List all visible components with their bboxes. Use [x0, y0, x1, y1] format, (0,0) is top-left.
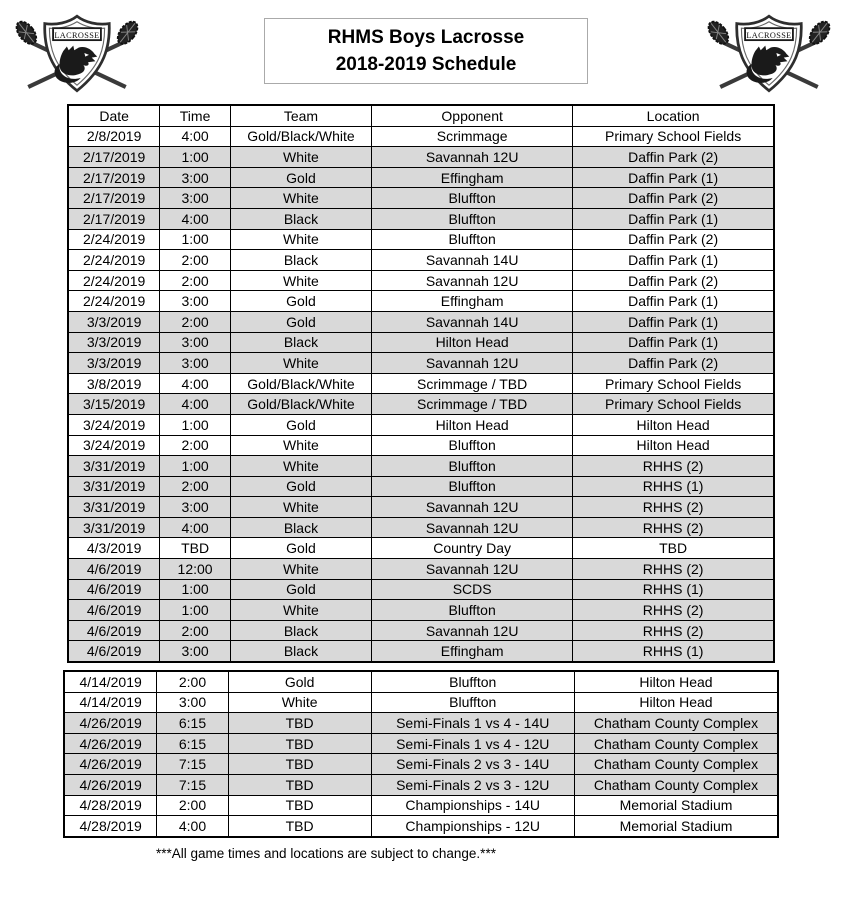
lacrosse-crest-logo-left [8, 6, 146, 100]
table-row [68, 167, 774, 188]
cell-time: 3:00 [160, 497, 231, 518]
column-header: Time [160, 105, 231, 126]
cell-time: 3:00 [160, 188, 231, 209]
cell-location: Hilton Head [574, 692, 778, 713]
cell-time: 7:15 [157, 754, 228, 775]
page-title-line1: RHMS Boys Lacrosse [327, 27, 525, 48]
cell-location: RHHS (2) [573, 517, 774, 538]
cell-location: RHHS (1) [573, 476, 774, 497]
cell-team: White [228, 692, 371, 713]
cell-location: Chatham County Complex [574, 774, 778, 795]
cell-opponent: Bluffton [372, 208, 573, 229]
cell-location: Hilton Head [573, 435, 774, 456]
table-row [68, 600, 774, 621]
cell-date: 2/17/2019 [68, 167, 160, 188]
cell-team: Black [230, 250, 371, 271]
cell-opponent: Savannah 12U [372, 517, 573, 538]
cell-time: 3:00 [160, 353, 231, 374]
title-box [264, 18, 588, 84]
cell-date: 3/3/2019 [68, 332, 160, 353]
table-row [68, 517, 774, 538]
cell-location: Daffin Park (2) [573, 147, 774, 168]
cell-time: 1:00 [160, 414, 231, 435]
cell-location: Primary School Fields [573, 126, 774, 147]
cell-opponent: Championships - 12U [371, 816, 574, 837]
cell-location: RHHS (2) [573, 600, 774, 621]
table-row [68, 126, 774, 147]
cell-date: 2/24/2019 [68, 291, 160, 312]
schedule-table-main-body [68, 126, 774, 662]
cell-date: 3/31/2019 [68, 517, 160, 538]
cell-team: Gold [230, 291, 371, 312]
cell-time: 2:00 [160, 270, 231, 291]
cell-date: 4/6/2019 [68, 641, 160, 662]
cell-team: Black [230, 208, 371, 229]
cell-team: Gold [230, 538, 371, 559]
cell-time: 7:15 [157, 774, 228, 795]
cell-time: 3:00 [160, 641, 231, 662]
cell-date: 3/8/2019 [68, 373, 160, 394]
cell-team: TBD [228, 754, 371, 775]
cell-location: Chatham County Complex [574, 754, 778, 775]
cell-date: 3/24/2019 [68, 414, 160, 435]
cell-date: 2/24/2019 [68, 270, 160, 291]
table-row [68, 538, 774, 559]
cell-time: 3:00 [160, 291, 231, 312]
cell-date: 3/3/2019 [68, 353, 160, 374]
cell-team: White [230, 270, 371, 291]
cell-opponent: Savannah 12U [372, 147, 573, 168]
cell-date: 4/6/2019 [68, 600, 160, 621]
cell-team: Gold [228, 671, 371, 692]
cell-team: Black [230, 332, 371, 353]
cell-date: 2/8/2019 [68, 126, 160, 147]
cell-time: 3:00 [160, 332, 231, 353]
cell-location: RHHS (2) [573, 620, 774, 641]
cell-opponent: Savannah 12U [372, 353, 573, 374]
cell-time: 2:00 [160, 476, 231, 497]
cell-opponent: Savannah 12U [372, 497, 573, 518]
cell-date: 3/3/2019 [68, 311, 160, 332]
cell-location: Hilton Head [573, 414, 774, 435]
cell-opponent: Hilton Head [372, 332, 573, 353]
page-title-line2: 2018-2019 Schedule [335, 54, 517, 75]
column-header: Team [230, 105, 371, 126]
table-row [64, 816, 778, 837]
schedule-table-main [67, 104, 775, 663]
cell-team: White [230, 435, 371, 456]
cell-opponent: Scrimmage [372, 126, 573, 147]
table-row [64, 692, 778, 713]
table-row [68, 559, 774, 580]
cell-team: Gold [230, 414, 371, 435]
cell-team: TBD [228, 795, 371, 816]
cell-location: Daffin Park (1) [573, 167, 774, 188]
cell-opponent: Savannah 12U [372, 559, 573, 580]
cell-date: 4/26/2019 [64, 774, 157, 795]
cell-opponent: Effingham [372, 167, 573, 188]
cell-location: RHHS (2) [573, 497, 774, 518]
cell-team: White [230, 353, 371, 374]
table-row [68, 332, 774, 353]
table-row [68, 394, 774, 415]
cell-date: 4/26/2019 [64, 754, 157, 775]
cell-opponent: Semi-Finals 2 vs 3 - 12U [371, 774, 574, 795]
table-row [68, 497, 774, 518]
cell-time: 4:00 [160, 126, 231, 147]
table-row [68, 414, 774, 435]
cell-date: 4/14/2019 [64, 692, 157, 713]
cell-date: 4/6/2019 [68, 620, 160, 641]
cell-opponent: Championships - 14U [371, 795, 574, 816]
cell-team: Black [230, 641, 371, 662]
lacrosse-crest-icon [8, 6, 146, 100]
cell-date: 4/14/2019 [64, 671, 157, 692]
cell-location: RHHS (1) [573, 579, 774, 600]
cell-date: 4/3/2019 [68, 538, 160, 559]
cell-date: 3/24/2019 [68, 435, 160, 456]
cell-team: White [230, 456, 371, 477]
cell-date: 2/17/2019 [68, 188, 160, 209]
cell-time: 12:00 [160, 559, 231, 580]
cell-opponent: Scrimmage / TBD [372, 373, 573, 394]
logo-banner-text: LACROSSE [54, 30, 100, 40]
cell-time: 4:00 [160, 373, 231, 394]
cell-location: Daffin Park (1) [573, 291, 774, 312]
cell-team: TBD [228, 713, 371, 734]
cell-opponent: Semi-Finals 2 vs 3 - 14U [371, 754, 574, 775]
cell-location: Daffin Park (1) [573, 208, 774, 229]
cell-date: 4/28/2019 [64, 795, 157, 816]
cell-team: Gold/Black/White [230, 394, 371, 415]
table-row [68, 435, 774, 456]
cell-location: Daffin Park (1) [573, 311, 774, 332]
cell-opponent: Bluffton [372, 456, 573, 477]
cell-location: Daffin Park (2) [573, 229, 774, 250]
cell-opponent: Hilton Head [372, 414, 573, 435]
cell-team: Gold [230, 167, 371, 188]
cell-location: TBD [573, 538, 774, 559]
cell-team: White [230, 188, 371, 209]
cell-opponent: Semi-Finals 1 vs 4 - 12U [371, 733, 574, 754]
cell-location: Daffin Park (2) [573, 188, 774, 209]
cell-time: 3:00 [157, 692, 228, 713]
cell-time: 2:00 [160, 620, 231, 641]
cell-opponent: Savannah 12U [372, 270, 573, 291]
cell-date: 2/24/2019 [68, 250, 160, 271]
cell-time: 4:00 [157, 816, 228, 837]
cell-time: 4:00 [160, 394, 231, 415]
table-row [68, 311, 774, 332]
table-row [68, 270, 774, 291]
cell-location: Daffin Park (1) [573, 332, 774, 353]
cell-location: RHHS (2) [573, 559, 774, 580]
cell-team: TBD [228, 774, 371, 795]
cell-opponent: Savannah 14U [372, 311, 573, 332]
cell-opponent: Savannah 12U [372, 620, 573, 641]
table-row [68, 476, 774, 497]
cell-time: 1:00 [160, 600, 231, 621]
column-header: Location [573, 105, 774, 126]
cell-team: Gold/Black/White [230, 373, 371, 394]
cell-location: RHHS (2) [573, 456, 774, 477]
cell-location: Daffin Park (1) [573, 250, 774, 271]
table-row [64, 671, 778, 692]
table-row [68, 353, 774, 374]
cell-team: White [230, 147, 371, 168]
cell-location: Memorial Stadium [574, 816, 778, 837]
cell-time: 2:00 [157, 795, 228, 816]
cell-location: Chatham County Complex [574, 733, 778, 754]
cell-date: 2/17/2019 [68, 208, 160, 229]
table-row [68, 229, 774, 250]
cell-time: 6:15 [157, 733, 228, 754]
cell-team: Gold [230, 311, 371, 332]
table-row [64, 713, 778, 734]
table-row [68, 291, 774, 312]
cell-team: TBD [228, 816, 371, 837]
cell-location: RHHS (1) [573, 641, 774, 662]
table-row [68, 373, 774, 394]
column-header: Opponent [372, 105, 573, 126]
lacrosse-crest-logo-right [700, 6, 838, 100]
cell-location: Primary School Fields [573, 373, 774, 394]
cell-team: White [230, 559, 371, 580]
table-row [68, 620, 774, 641]
table-row [68, 579, 774, 600]
cell-opponent: Bluffton [372, 188, 573, 209]
cell-time: 2:00 [157, 671, 228, 692]
schedule-table-playoffs-body [64, 671, 778, 837]
footer-note: ***All game times and locations are subject to change.*** [156, 846, 496, 861]
cell-time: 1:00 [160, 229, 231, 250]
cell-team: Gold [230, 579, 371, 600]
cell-time: 1:00 [160, 579, 231, 600]
table-row [64, 754, 778, 775]
cell-team: TBD [228, 733, 371, 754]
schedule-table-playoffs [63, 670, 779, 838]
table-header-row [68, 105, 774, 126]
cell-date: 4/6/2019 [68, 559, 160, 580]
table-row [68, 147, 774, 168]
cell-location: Memorial Stadium [574, 795, 778, 816]
cell-date: 3/15/2019 [68, 394, 160, 415]
cell-location: Chatham County Complex [574, 713, 778, 734]
cell-date: 4/6/2019 [68, 579, 160, 600]
cell-team: Gold/Black/White [230, 126, 371, 147]
cell-time: 4:00 [160, 208, 231, 229]
cell-time: 2:00 [160, 250, 231, 271]
cell-opponent: Semi-Finals 1 vs 4 - 14U [371, 713, 574, 734]
cell-date: 3/31/2019 [68, 497, 160, 518]
cell-time: TBD [160, 538, 231, 559]
cell-opponent: SCDS [372, 579, 573, 600]
cell-time: 2:00 [160, 435, 231, 456]
table-row [68, 188, 774, 209]
cell-opponent: Bluffton [372, 600, 573, 621]
cell-opponent: Bluffton [371, 671, 574, 692]
cell-opponent: Scrimmage / TBD [372, 394, 573, 415]
cell-opponent: Savannah 14U [372, 250, 573, 271]
cell-date: 4/26/2019 [64, 733, 157, 754]
cell-opponent: Effingham [372, 641, 573, 662]
cell-opponent: Bluffton [371, 692, 574, 713]
cell-opponent: Bluffton [372, 435, 573, 456]
cell-team: White [230, 497, 371, 518]
cell-team: Black [230, 620, 371, 641]
cell-time: 3:00 [160, 167, 231, 188]
cell-date: 3/31/2019 [68, 476, 160, 497]
cell-time: 1:00 [160, 456, 231, 477]
cell-date: 4/26/2019 [64, 713, 157, 734]
cell-location: Primary School Fields [573, 394, 774, 415]
cell-location: Daffin Park (2) [573, 270, 774, 291]
table-row [64, 795, 778, 816]
cell-time: 4:00 [160, 517, 231, 538]
table-row [64, 733, 778, 754]
cell-team: Gold [230, 476, 371, 497]
cell-opponent: Country Day [372, 538, 573, 559]
cell-team: White [230, 229, 371, 250]
cell-date: 2/17/2019 [68, 147, 160, 168]
table-row [68, 208, 774, 229]
cell-opponent: Bluffton [372, 476, 573, 497]
cell-date: 3/31/2019 [68, 456, 160, 477]
table-row [64, 774, 778, 795]
cell-time: 6:15 [157, 713, 228, 734]
cell-time: 2:00 [160, 311, 231, 332]
cell-opponent: Bluffton [372, 229, 573, 250]
cell-team: Black [230, 517, 371, 538]
cell-location: Daffin Park (2) [573, 353, 774, 374]
table-row [68, 456, 774, 477]
cell-date: 2/24/2019 [68, 229, 160, 250]
cell-team: White [230, 600, 371, 621]
table-row [68, 250, 774, 271]
column-header: Date [68, 105, 160, 126]
logo-banner-text: LACROSSE [746, 30, 792, 40]
cell-opponent: Effingham [372, 291, 573, 312]
lacrosse-crest-icon [700, 6, 838, 100]
cell-location: Hilton Head [574, 671, 778, 692]
cell-date: 4/28/2019 [64, 816, 157, 837]
cell-time: 1:00 [160, 147, 231, 168]
table-row [68, 641, 774, 662]
